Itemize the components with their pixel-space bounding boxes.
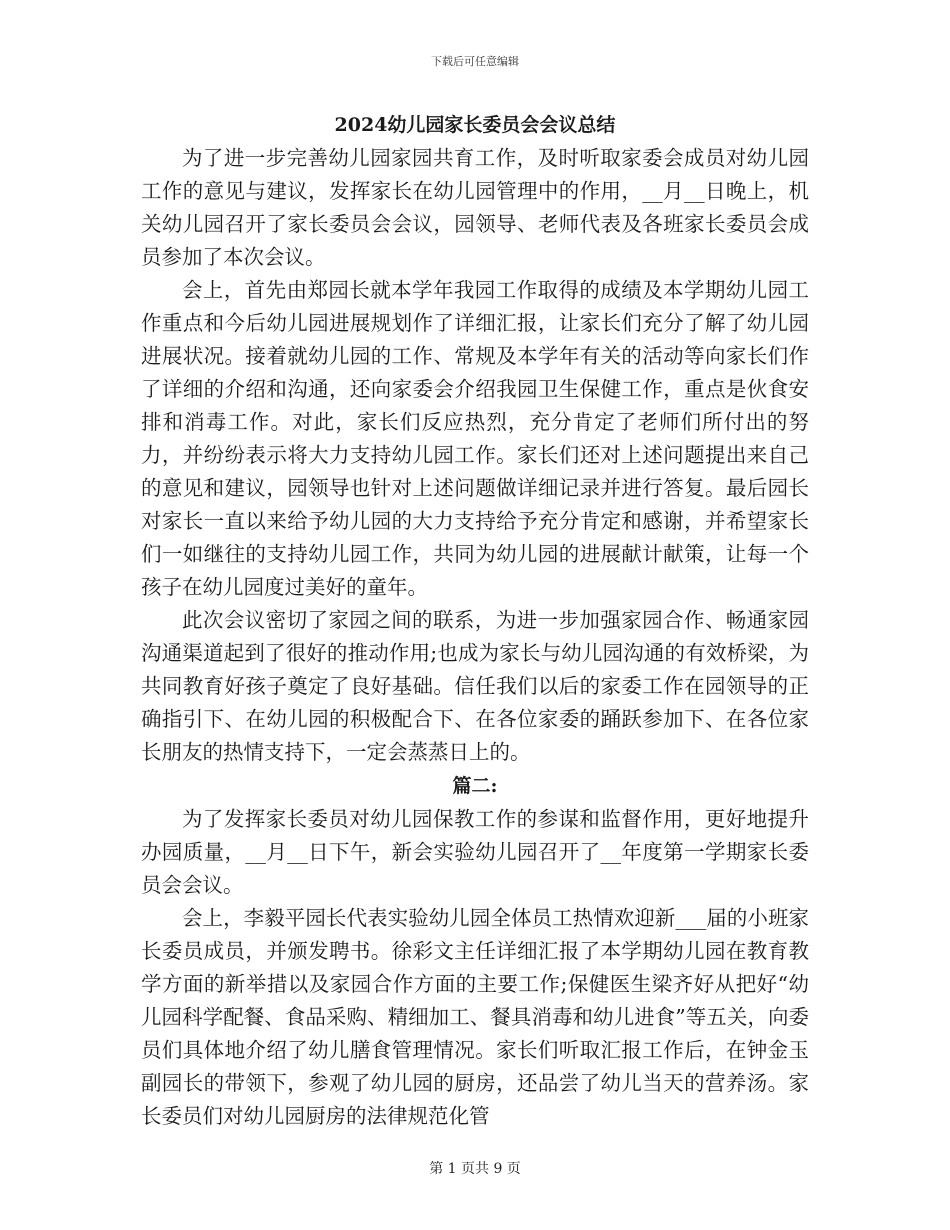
paragraph-3: 此次会议密切了家园之间的联系，为进一步加强家园合作、畅通家园沟通渠道起到了很好的推动作用;也成为家长与幼儿园沟通的有效桥梁，为共同教育好孩子奠定了良好基础。信任我们以后的家委工作在园领导的正确指引下、在幼儿园的积极配合下、在各位家委的踊跃参加下、在各位家长朋友的热情支持下，一定会蒸蒸日上的。 (141, 608, 809, 764)
header-note: 下载后可任意编辑 (431, 55, 519, 68)
paragraph-1: 为了进一步完善幼儿园家园共育工作，及时听取家委会成员对幼儿园工作的意见与建议，发挥家长在幼儿园管理中的作用，__月__日晚上，机关幼儿园召开了家长委员会会议，园领导、老师代表及各班家长委员会成员参加了本次会议。 (141, 146, 809, 269)
section-2-paragraph-1: 为了发挥家长委员对幼儿园保教工作的参谋和监督作用，更好地提升办园质量，__月__日下午，新会实验幼儿园召开了__年度第一学期家长委员会会议。 (141, 807, 809, 897)
document-title: 2024幼儿园家长委员会会议总结 (334, 114, 616, 136)
section-2-heading: 篇二: (452, 775, 498, 797)
section-2-paragraph-2: 会上，李毅平园长代表实验幼儿园全体员工热情欢迎新___届的小班家长委员成员，并颁发聘书。徐彩文主任详细汇报了本学期幼儿园在教育教学方面的新举措以及家园合作方面的主要工作;保健医生梁齐好从把好“幼儿园科学配餐、食品采购、精细加工、餐具消毒和幼儿进食”等五关，向委员们具体地介绍了幼儿膳食管理情况。家长们听取汇报工作后，在钟金玉副园长的带领下，参观了幼儿园的厨房，还品尝了幼儿当天的营养汤。家长委员们对幼儿园厨房的法律规范化管 (141, 906, 809, 1128)
page-footer: 第 1 页共 9 页 (429, 1161, 521, 1177)
document-body (141, 108, 809, 1133)
paragraph-2: 会上，首先由郑园长就本学年我园工作取得的成绩及本学期幼儿园工作重点和今后幼儿园进展规划作了详细汇报，让家长们充分了解了幼儿园进展状况。接着就幼儿园的工作、常规及本学年有关的活动等向家长们作了详细的介绍和沟通，还向家委会介绍我园卫生保健工作，重点是伙食安排和消毒工作。对此，家长们反应热烈，充分肯定了老师们所付出的努力，并纷纷表示将大力支持幼儿园工作。家长们还对上述问题提出来自己的意见和建议，园领导也针对上述问题做详细记录并进行答复。最后园长对家长一直以来给予幼儿园的大力支持给予充分肯定和感谢，并希望家长们一如继往的支持幼儿园工作，共同为幼儿园的进展献计献策，让每一个孩子在幼儿园度过美好的童年。 (141, 278, 809, 599)
